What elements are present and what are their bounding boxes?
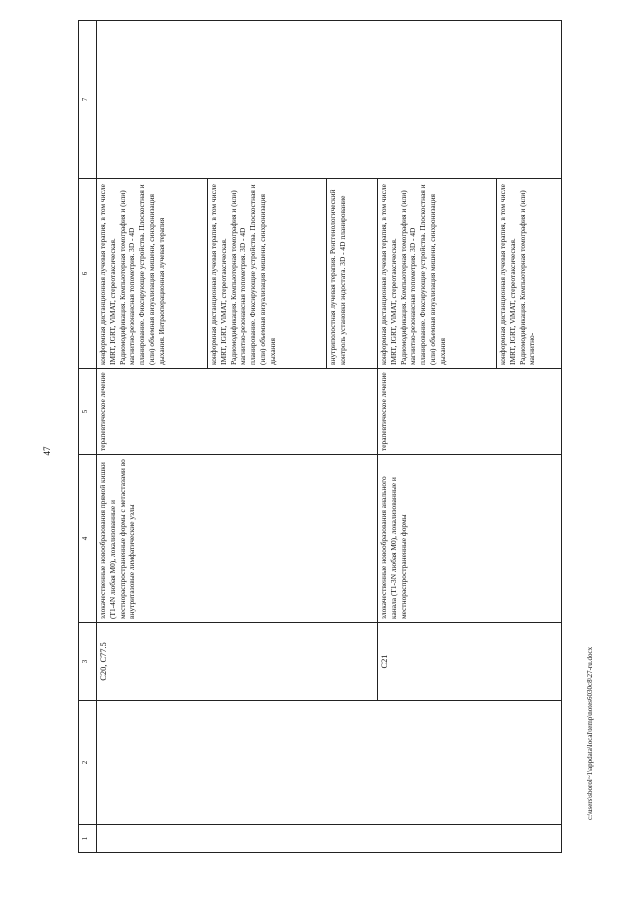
icd-codes-cell: C20, C77.5	[97, 623, 378, 701]
method-cell: конформная дистанционная лучевая терапия, в том числе IMRT, IGRT, ViMAT, стереотаксическая. Радиомодификация. Компьютерная томография и (или) магнитно-	[497, 179, 562, 369]
cell-col1	[97, 825, 562, 853]
treatment-table	[78, 20, 562, 853]
footer-file-path: c:\users\sborol~1\appdata\local\temp\notes6030c8\27-ru.docx	[586, 646, 594, 820]
table-row	[97, 21, 208, 853]
col-header-2: 2	[79, 701, 97, 825]
cell-col7	[97, 21, 562, 179]
method-cell: конформная дистанционная лучевая терапия, в том числе IMRT, IGRT, ViMAT, стереотаксическая. Радиомодификация. Компьютерная томография и (или) магнитно-резонансная топометрия. 3D - 4D планирование. Фиксирующие устройства. Плоскостная и (или) объемная визуализация мишени, синхронизация дыхания	[378, 179, 497, 369]
cell-col2	[97, 701, 562, 825]
method-cell: конформная дистанционная лучевая терапия, в том числе IMRT, IGRT, ViMAT, стереотаксическая. Радиомодификация. Компьютерная томография и (или) магнитно-резонансная топометрия. 3D - 4D планирование. Фиксирующие устройства. Плоскостная и (или) объемная визуализация мишени, синхронизация дыхания. Интраоперационная лучевая терапия	[97, 179, 208, 369]
header-row	[79, 21, 97, 853]
method-cell: внутриполостная лучевая терапия. Рентгенологический контроль установки эндостата. 3D - 4D планирование	[327, 179, 378, 369]
col-header-1: 1	[79, 825, 97, 853]
method-cell: конформная дистанционная лучевая терапия, в том числе IMRT, IGRT, ViMAT, стереотаксическая. Радиомодификация. Компьютерная томография и (или) магнитно-резонансная топометрия. 3D - 4D планирование. Фиксирующие устройства. Плоскостная и (или) объемная визуализация мишени, синхронизация дыхания	[208, 179, 327, 369]
col-header-3: 3	[79, 623, 97, 701]
document-sheet	[78, 21, 596, 853]
page-number: 47	[42, 446, 52, 456]
col-header-5: 5	[79, 369, 97, 455]
col-header-7: 7	[79, 21, 97, 179]
col-header-6: 6	[79, 179, 97, 369]
patient-model-cell: злокачественные новообразования прямой кишки (T1-4N любая M0), локализованные и местнораспространенные формы с метастазами во внутритазовые лимфатические узлы	[97, 455, 378, 623]
col-header-4: 4	[79, 455, 97, 623]
icd-codes-cell: C21	[378, 623, 562, 701]
treatment-type-cell: терапевтическое лечение	[97, 369, 378, 455]
treatment-type-cell: терапевтическое лечение	[378, 369, 562, 455]
patient-model-cell: злокачественные новообразования анального канала (T1-3N любая M0), локализованные и местнораспространенные формы	[378, 455, 562, 623]
